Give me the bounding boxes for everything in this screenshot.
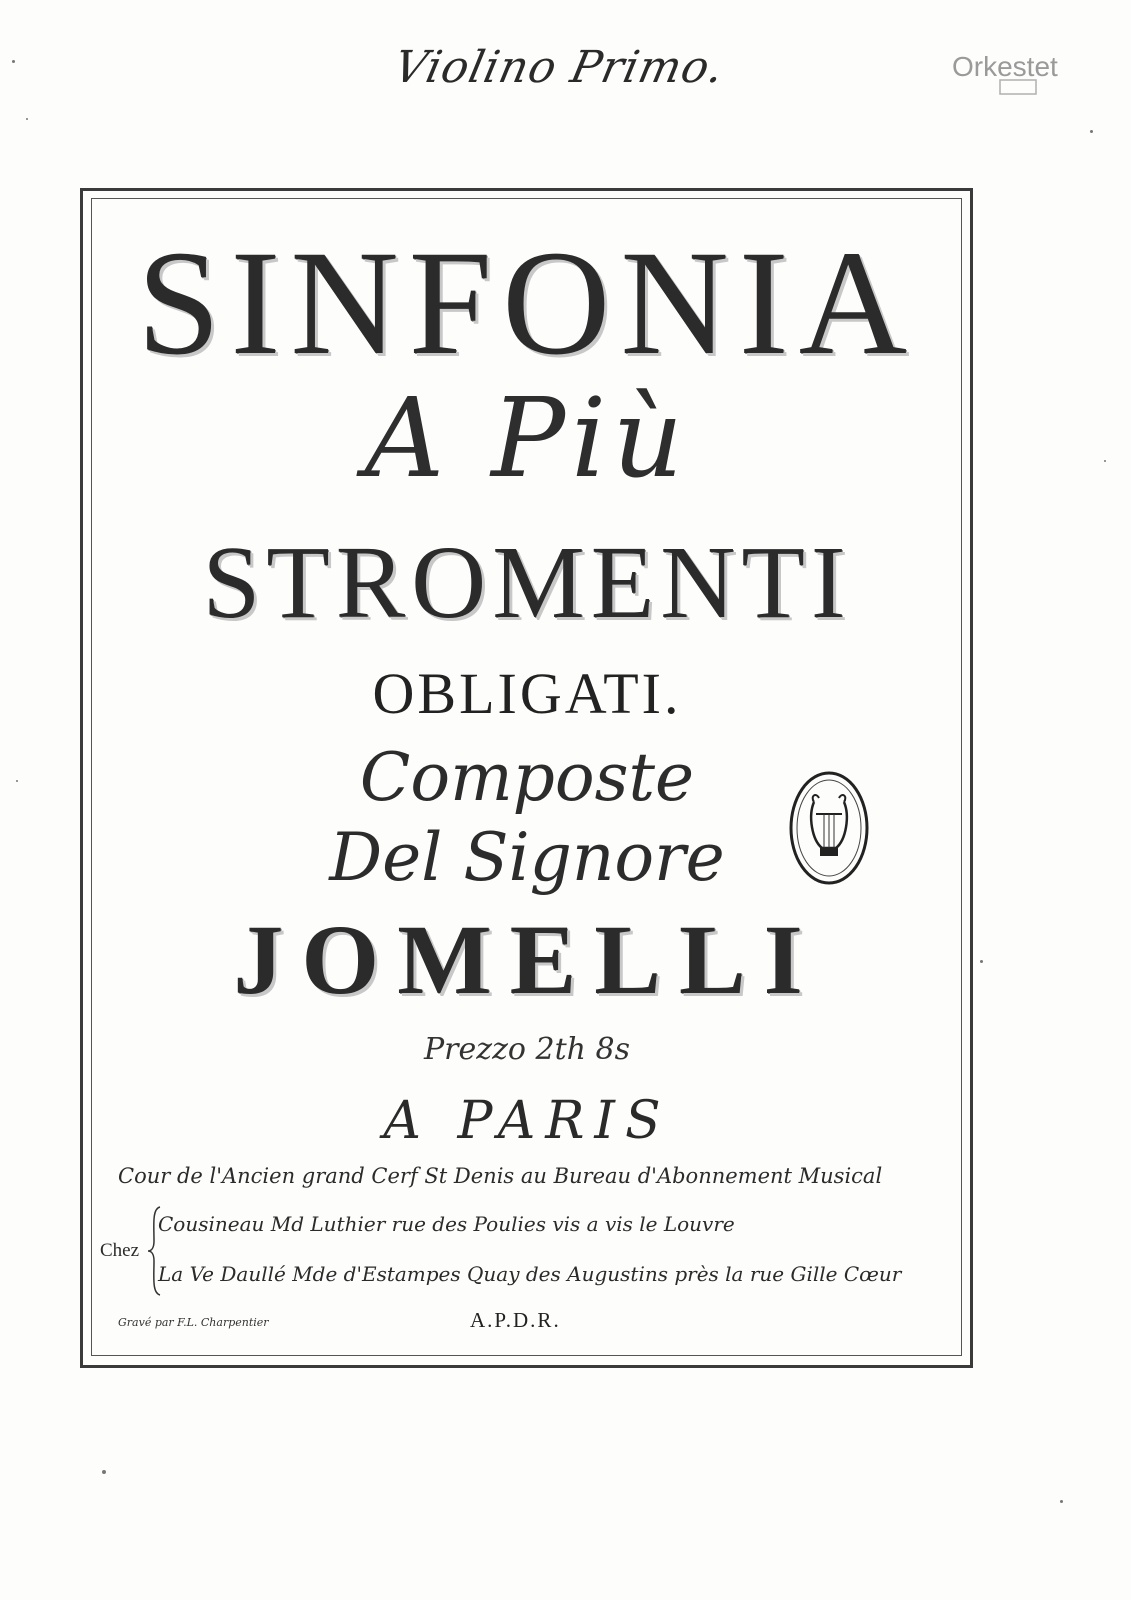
place-paris: A PARIS [383, 1091, 671, 1151]
composer-name: JOMELLI [233, 904, 821, 1015]
title-stromenti: STROMENTI [202, 525, 852, 640]
title-obligati: OBLIGATI. [372, 661, 682, 726]
address-line-1: Cour de l'Ancien grand Cerf St Denis au Bureau d'Abonnement Musical [118, 1164, 883, 1188]
address-line-2: Cousineau Md Luthier rue des Poulies vis a vis le Louvre [158, 1212, 735, 1236]
price: Prezzo 2th 8s [424, 1032, 630, 1067]
title-del-signore: Del Signore [329, 819, 725, 896]
paper-spot [1104, 460, 1106, 462]
paper-spot [16, 780, 18, 782]
engraver-credit: Gravé par F.L. Charpentier [118, 1316, 269, 1329]
library-stamp-text: Orkestet [952, 51, 1058, 82]
library-stamp-top [948, 44, 1078, 98]
privilege-mark: A.P.D.R. [470, 1308, 561, 1332]
paper-spot [102, 1470, 106, 1474]
address-line-3: La Ve Daullé Mde d'Estampes Quay des Augustins près la rue Gille Cœur [158, 1262, 902, 1286]
paper-spot [1060, 1500, 1063, 1503]
title-composte: Composte [359, 739, 695, 816]
address-chez: Chez [100, 1240, 140, 1261]
paper-spot [980, 960, 983, 963]
title-sinfonia: SINFONIA [136, 220, 918, 386]
manuscript-part-note: Violino Primo. [389, 42, 730, 93]
paper-spot [26, 118, 28, 120]
title-a-piu: A Più [364, 374, 690, 502]
lyre-stamp-icon [786, 768, 872, 888]
paper-spot [12, 60, 15, 63]
paper-spot [1090, 130, 1093, 133]
